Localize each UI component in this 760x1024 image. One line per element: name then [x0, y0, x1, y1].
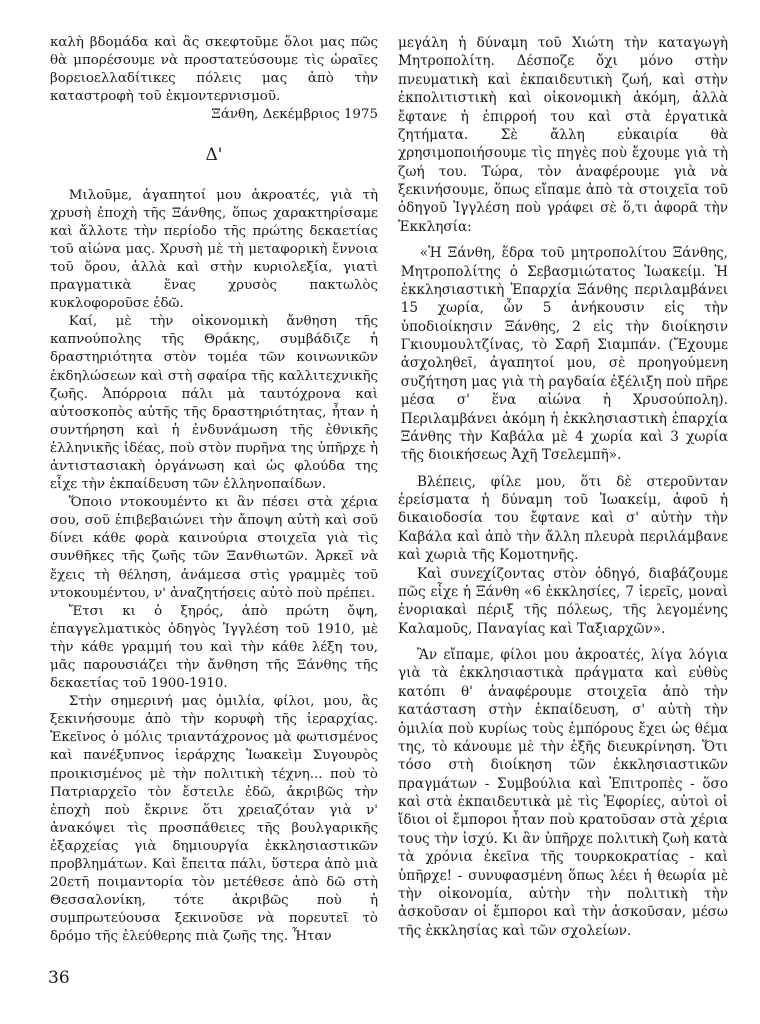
- paragraph: Βλέπεις, φίλε μου, ὅτι δὲ στεροῦνταν ἐρείσματα ἡ δύναμη τοῦ Ἰωακείμ, ἀφοῦ ἡ δικαιοδοσία του ἔφτανε καὶ σ' αὐτὴν τὴν Καβάλα καὶ ἀπὸ τὴν ἄλλη πλευρὰ περιλάμβανε καὶ χωριὰ τῆς Κομοτηνῆς.: [398, 473, 728, 564]
- paragraph: Στὴν σημερινή μας ὁμιλία, φίλοι, μου, ἂς ξεκινήσουμε ἀπὸ τὴν κορυφὴ τῆς ἱεραρχίας. Ἐκεῖνος ὁ μόλις τριαντάχρονος μὰ φωτισμένος καὶ πανέξυπνος ἱεράρχης Ἰωακεὶμ Συγουρὸς προικισμένος μὲ τὴν πολιτικὴ τέχνη... ποὺ τὸ Πατριαρχεῖο τὸν ἔστειλε ἐδῶ, ἀκριβῶς τὴν ἐποχὴ ποὺ ἔκρινε ὅτι χρειαζόταν γιὰ ν' ἀνακόψει τὶς προσπάθειες τῆς βουλγαρικῆς ἐξαρχείας γιὰ δημιουργία ἐκκλησιαστικῶν προβλημάτων. Καὶ ἔπειτα πάλι, ὕστερα ἀπὸ μιὰ 20ετῆ ποιμαντορία τὸν μετέθεσε ἀπὸ δῶ στὴ Θεσσαλονίκη, τότε ἀκριβῶς ποὺ ἡ συμπρωτεύουσα ξεκινοῦσε νὰ πορευτεῖ τὸ δρόμο τῆς ἐλεύθερης πιὰ ζωῆς της. Ἦταν: [50, 694, 378, 945]
- paragraph: Καὶ συνεχίζοντας στὸν ὁδηγό, διαβάζουμε πῶς εἶχε ἡ Ξάνθη «6 ἐκκλησίες, 7 ἱερεῖς, μοναὶ ἐνοριακαὶ πέριξ τῆς πόλεως, τῆς λεγομένης Καλαμοῦς, Παναγίας καὶ Ταξιαρχῶν».: [398, 565, 728, 637]
- left-column: [50, 34, 378, 947]
- page-number: 36: [48, 968, 70, 988]
- right-column: [398, 34, 728, 940]
- paragraph: Ὅποιο ντοκουμέντο κι ἂν πέσει στὰ χέρια σου, σοῦ ἐπιβεβαιώνει τὴν ἄποψη αὐτὴ καὶ σοῦ δίνει κάθε φορὰ καινούρια στοιχεῖα γιὰ τὶς συνθῆκες τῆς ζωῆς τῶν Ξανθιωτῶν. Ἀρκεῖ νὰ ἔχεις τὴ θέληση, ἀνάμεσα στὶς γραμμὲς τοῦ ντοκουμέντου, ν' ἀναζητήσεις αὐτὸ ποὺ πρέπει.: [50, 495, 378, 601]
- section-heading: Δ': [205, 145, 223, 166]
- opening-paragraph: καλὴ βδομάδα καὶ ἂς σκεφτοῦμε ὅλοι μας πῶς θὰ μπορέσουμε νὰ προστατεύσουμε τὶς ὡραῖες βορειοελλαδίτικες πόλεις μας ἀπὸ τὴν καταστροφὴ τοῦ ἐκμοντερνισμοῦ.: [50, 35, 378, 105]
- quoted-paragraph: «Ἡ Ξάνθη, ἕδρα τοῦ μητροπολίτου Ξάνθης, Μητροπολίτης ὁ Σεβασμιώτατος Ἰωακείμ. Ἡ ἐκκλησιαστικὴ Ἐπαρχία Ξάνθης περιλαμβάνει 15 χωρία, ὧν 5 ἀνήκουσιν εἰς τὴν ὑποδιοίκησιν Ξάνθης, 2 εἰς τὴν διοίκησιν Γκιουμουλτζίνας, τὸ Σαρῆ Σιαμπάν. (Ἔχουμε ἀσχοληθεῖ, ἀγαπητοί μου, σὲ προηγούμενη συζήτηση μας γιὰ τὴ ραγδαία ἐξέλιξη ποὺ πῆρε μέσα σ' ἕνα αἰώνα ἡ Χρυσούπολη). Περιλαμβάνει ἀκόμη ἡ ἐκκλησιαστικὴ ἐπαρχία Ξάνθης τὴν Καβάλα μὲ 4 χωρία καὶ 3 χωρία τῆς διοικήσεως Ἀχῆ Τσελεμπῆ».: [400, 245, 728, 464]
- paragraph: Ἂν εἴπαμε, φίλοι μου ἀκροατές, λίγα λόγια γιὰ τὰ ἐκκλησιαστικὰ πράγματα καὶ εὐθὺς κατόπι θ' ἀναφέρουμε στοιχεῖα ἀπὸ τὴν κατάσταση στὴν ἐκπαίδευση, σ' αὐτὴ τὴν ὁμιλία ποὺ κυρίως τοὺς ἐμπόρους ἔχει ὡς θέμα της, τὸ κάνουμε μὲ τὴν ἐξῆς διευκρίνηση. Ὅτι τόσο στὴ διοίκηση τῶν ἐκκλησιαστικῶν πραγμάτων - Συμβούλια καὶ Ἐπιτροπὲς - ὅσο καὶ στὰ ἐκπαιδευτικὰ μὲ τὶς Ἐφορίες, αὐτοὶ οἱ ἴδιοι οἱ ἔμποροι ἦταν ποὺ κρατοῦσαν στὰ χέρια τους τὴν ἰσχύ. Κι ἂν ὑπῆρχε πολιτικὴ ζωὴ κατὰ τὰ χρόνια ἐκεῖνα τῆς τουρκοκρατίας - καὶ ὑπῆρχε! - συνυφασμένη ὅπως λέει ἡ θεωρία μὲ τὴν οἰκονομία, αὐτὴν τὴν πολιτικὴ τὴν ἀσκοῦσαν οἱ ἔμποροι καὶ τὴν ἀσκοῦσαν, μέσω τῆς ἐκκλησίας καὶ τῶν σχολείων.: [398, 647, 728, 939]
- paragraph: μεγάλη ἡ δύναμη τοῦ Χιώτη τὴν καταγωγὴ Μητροπολίτη. Δέσποζε ὄχι μόνο στὴν πνευματικὴ καὶ ἐκπαιδευτικὴ ζωή, καὶ στὴν ἐκπολιτιστικὴ καὶ οἰκονομικὴ ἀκόμη, ἀλλὰ ἔφτανε ἡ ἐπιρροή του καὶ στὰ ἐργατικὰ ζητήματα. Σὲ ἄλλη εὐκαιρία θὰ χρησιμοποιήσουμε τὶς πηγὲς ποὺ ἔχουμε γιὰ τὴ ζωή του. Τώρα, τὸν ἀναφέρουμε γιὰ νὰ ξεκινήσουμε, ὅπως εἴπαμε ἀπὸ τὰ στοιχεῖα τοῦ ὁδηγοῦ Ἰγγλέση ποὺ γράφει σὲ ὅ,τι ἀφορᾶ τὴν Ἐκκλησία:: [398, 35, 728, 235]
- paragraph: Καί, μὲ τὴν οἰκονομικὴ ἄνθηση τῆς καπνούπολης τῆς Θράκης, συμβάδιζε ἡ δραστηριότητα στὸν τομέα τῶν κοινωνικῶν ἐκδηλώσεων καὶ στὴ σφαίρα τῆς καλλιτεχνικῆς ζωῆς. Ἀπόρροια πάλι μὰ ταυτόχρονα καὶ αὐτοσκοπὸς αὐτῆς τῆς δραστηριότητας, ἦταν ἡ συντήρηση καὶ ἡ ἐνδυνάμωση τῆς ἐθνικῆς ἑλληνικῆς ἰδέας, ποὺ στὸν πυρῆνα της ὑπῆρχε ἡ ἀντιστασιακὴ ὀργάνωση καὶ ὡς φλούδα της εἶχε τὴν ἐκπαίδευση τῶν ἑλληνοπαίδων.: [50, 314, 378, 493]
- paragraph: Ἔτσι κι ὁ ξηρός, ἀπὸ πρώτη ὄψη, ἐπαγγελματικὸς ὁδηγὸς Ἰγγλέση τοῦ 1910, μὲ τὴν κάθε γραμμή του καὶ τὴν κάθε λέξη του, μᾶς παρουσιάζει τὴν ἄνθηση τῆς Ξάνθης τῆς δεκαετίας τοῦ 1900-1910.: [50, 603, 378, 692]
- paragraph: Μιλοῦμε, ἀγαπητοί μου ἀκροατές, γιὰ τὴ χρυσὴ ἐποχὴ τῆς Ξάνθης, ὅπως χαρακτηρίσαμε καὶ ἄλλοτε τὴν περίοδο τῆς πρώτης δεκαετίας τοῦ αἰώνα μας. Χρυσὴ μὲ τὴ μεταφορικὴ ἔννοια τοῦ ὅρου, ἀλλὰ καὶ στὴν κυριολεξία, γιατὶ πραγματικὰ ἕνας χρυσὸς πακτωλὸς κυκλοφοροῦσε ἐδῶ.: [50, 187, 378, 312]
- place-date-signoff: Ξάνθη, Δεκέμβριος 1975: [211, 107, 378, 123]
